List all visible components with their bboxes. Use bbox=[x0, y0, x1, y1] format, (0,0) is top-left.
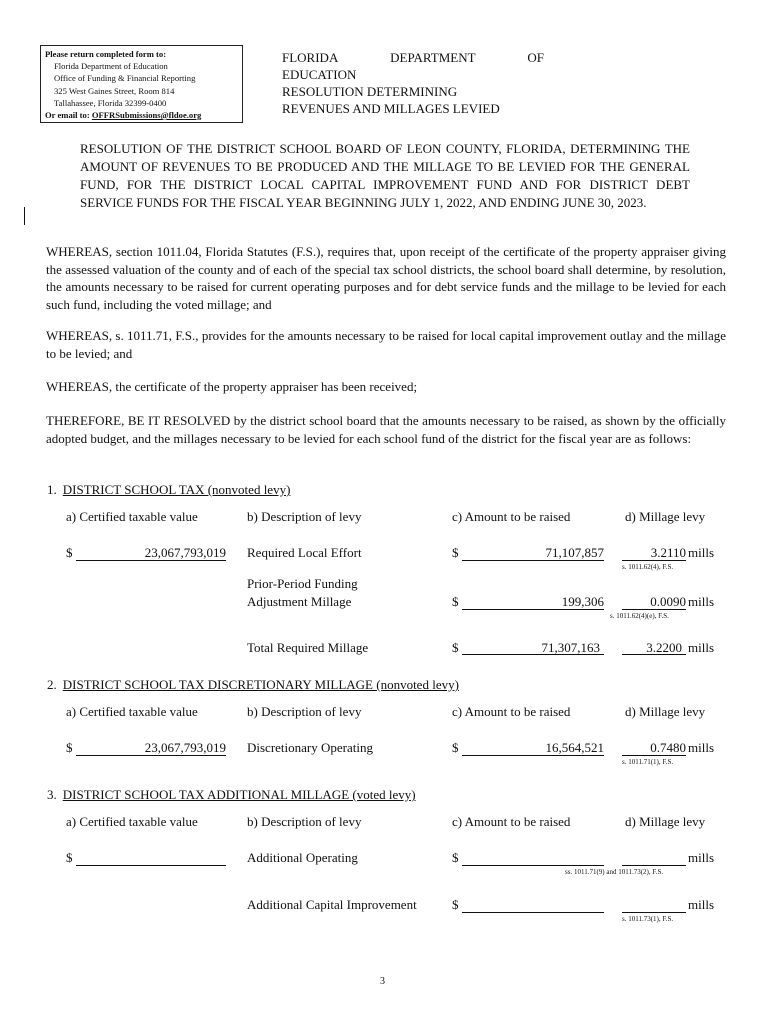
dollar-sign: $ bbox=[452, 897, 459, 912]
header-line: EDUCATION bbox=[282, 67, 357, 82]
section-number: 2. bbox=[47, 677, 57, 692]
section-number: 1. bbox=[47, 482, 57, 497]
section-2-heading bbox=[47, 677, 459, 693]
levy-description: Required Local Effort bbox=[247, 545, 362, 560]
change-bar bbox=[24, 207, 25, 225]
header-line: RESOLUTION DETERMINING bbox=[282, 84, 458, 99]
millage-field[interactable]: 3.2200 bbox=[622, 640, 686, 655]
return-box-line: Florida Department of Education bbox=[54, 61, 168, 72]
millage-field[interactable] bbox=[622, 850, 686, 866]
col-c-header: c) Amount to be raised bbox=[452, 704, 571, 719]
form-header bbox=[282, 49, 544, 117]
dollar-sign: $ bbox=[66, 850, 73, 865]
levy-description: Additional Operating bbox=[247, 850, 358, 865]
section-title: DISTRICT SCHOOL TAX (nonvoted levy) bbox=[62, 482, 291, 497]
col-a-header: a) Certified taxable value bbox=[66, 509, 198, 524]
return-address-box bbox=[40, 45, 243, 123]
mills-label: mills bbox=[688, 850, 715, 865]
millage-field[interactable]: 0.7480 bbox=[622, 740, 686, 756]
resolution-title: RESOLUTION OF THE DISTRICT SCHOOL BOARD OF LEON COUNTY, FLORIDA, DETERMINING THE AMOUNT OF REVENUES TO BE PRODUCED AND THE MILLAGE TO BE LEVIED FOR THE GENERAL FUND, FOR THE DISTRICT LOCAL CAPITAL IMPROVEMENT FUND AND FOR DISTRICT DEBT SERVICE FUNDS FOR THE FISCAL YEAR BEGINNING JULY 1, 2022, AND ENDING JUNE 30, 2023. bbox=[80, 141, 690, 210]
statute-citation: s. 1011.62(4)(e), F.S. bbox=[610, 612, 669, 620]
taxable-value-field[interactable]: 23,067,793,019 bbox=[76, 740, 226, 756]
return-box-line: Office of Funding & Financial Reporting bbox=[54, 73, 196, 84]
col-b-header: b) Description of levy bbox=[247, 814, 362, 829]
levy-description: Adjustment Millage bbox=[247, 594, 352, 609]
col-c-header: c) Amount to be raised bbox=[452, 509, 571, 524]
statute-citation: s. 1011.73(1), F.S. bbox=[622, 915, 674, 923]
dollar-sign: $ bbox=[452, 545, 459, 560]
amount-field[interactable]: 71,107,857 bbox=[462, 545, 604, 561]
return-box-heading: Please return completed form to: bbox=[45, 49, 167, 59]
mills-label: mills bbox=[688, 594, 715, 609]
col-b-header: b) Description of levy bbox=[247, 704, 362, 719]
col-d-header: d) Millage levy bbox=[625, 704, 706, 719]
mills-label: mills bbox=[688, 897, 715, 912]
dollar-sign: $ bbox=[66, 545, 73, 560]
section-1-heading bbox=[47, 482, 290, 498]
whereas-paragraph-2: WHEREAS, s. 1011.71, F.S., provides for the amounts necessary to be raised for local capital improvement outlay and the millage to be levied; and bbox=[46, 328, 726, 361]
email-link[interactable]: OFFRSubmissions@fldoe.org bbox=[91, 110, 202, 121]
millage-field[interactable] bbox=[622, 897, 686, 913]
dollar-sign: $ bbox=[452, 850, 459, 865]
amount-field[interactable]: 71,307,163 bbox=[462, 640, 604, 655]
levy-description: Additional Capital Improvement bbox=[247, 897, 417, 912]
levy-description: Prior-Period Funding bbox=[247, 576, 358, 591]
amount-field[interactable] bbox=[462, 850, 604, 866]
whereas-paragraph-1: WHEREAS, section 1011.04, Florida Statutes (F.S.), requires that, upon receipt of the certificate of the property appraiser giving the assessed valuation of the county and of each of the special tax school districts, the school board shall determine, by resolution, the amounts necessary to be raised for current operating purposes and for debt service funds and the millage to be levied for each such fund, including the voted millage; and bbox=[46, 244, 726, 312]
header-word: OF bbox=[527, 50, 544, 65]
header-word: DEPARTMENT bbox=[390, 50, 476, 65]
section-title: DISTRICT SCHOOL TAX DISCRETIONARY MILLAGE (nonvoted levy) bbox=[62, 677, 459, 692]
col-a-header: a) Certified taxable value bbox=[66, 814, 198, 829]
amount-field[interactable]: 16,564,521 bbox=[462, 740, 604, 756]
header-word: FLORIDA bbox=[282, 50, 339, 65]
return-box-line: Tallahassee, Florida 32399-0400 bbox=[54, 97, 167, 108]
col-d-header: d) Millage levy bbox=[625, 509, 706, 524]
statute-citation: s. 1011.71(1), F.S. bbox=[622, 758, 674, 766]
statute-citation: ss. 1011.71(9) and 1011.73(2), F.S. bbox=[565, 868, 664, 876]
dollar-sign: $ bbox=[452, 740, 459, 755]
section-number: 3. bbox=[47, 787, 57, 802]
amount-field[interactable]: 199,306 bbox=[462, 594, 604, 610]
col-c-header: c) Amount to be raised bbox=[452, 814, 571, 829]
taxable-value-field[interactable]: 23,067,793,019 bbox=[76, 545, 226, 561]
amount-field[interactable] bbox=[462, 897, 604, 913]
therefore-paragraph: THEREFORE, BE IT RESOLVED by the district school board that the amounts necessary to be raised, as shown by the officially adopted budget, and the millages necessary to be levied for each school fund of the district for the fiscal year are as follows: bbox=[46, 413, 726, 446]
section-title: DISTRICT SCHOOL TAX ADDITIONAL MILLAGE (voted levy) bbox=[62, 787, 416, 802]
col-a-header: a) Certified taxable value bbox=[66, 704, 198, 719]
col-b-header: b) Description of levy bbox=[247, 509, 362, 524]
return-box-email-line bbox=[45, 109, 238, 121]
return-box-line: 325 West Gaines Street, Room 814 bbox=[54, 85, 175, 96]
mills-label: mills bbox=[688, 640, 715, 655]
whereas-paragraph-3: WHEREAS, the certificate of the property appraiser has been received; bbox=[46, 379, 418, 394]
dollar-sign: $ bbox=[452, 594, 459, 609]
mills-label: mills bbox=[688, 740, 715, 755]
dollar-sign: $ bbox=[66, 740, 73, 755]
col-d-header: d) Millage levy bbox=[625, 814, 706, 829]
page-number: 3 bbox=[380, 976, 385, 987]
millage-field[interactable]: 3.2110 bbox=[622, 545, 686, 561]
millage-field[interactable]: 0.0090 bbox=[622, 594, 686, 610]
email-prefix: Or email to: bbox=[45, 110, 90, 121]
levy-description: Total Required Millage bbox=[247, 640, 369, 655]
taxable-value-field[interactable] bbox=[76, 850, 226, 866]
header-line: REVENUES AND MILLAGES LEVIED bbox=[282, 101, 500, 116]
levy-description: Discretionary Operating bbox=[247, 740, 373, 755]
statute-citation: s. 1011.62(4), F.S. bbox=[622, 563, 674, 571]
mills-label: mills bbox=[688, 545, 715, 560]
section-3-heading bbox=[47, 787, 416, 803]
dollar-sign: $ bbox=[452, 640, 459, 655]
